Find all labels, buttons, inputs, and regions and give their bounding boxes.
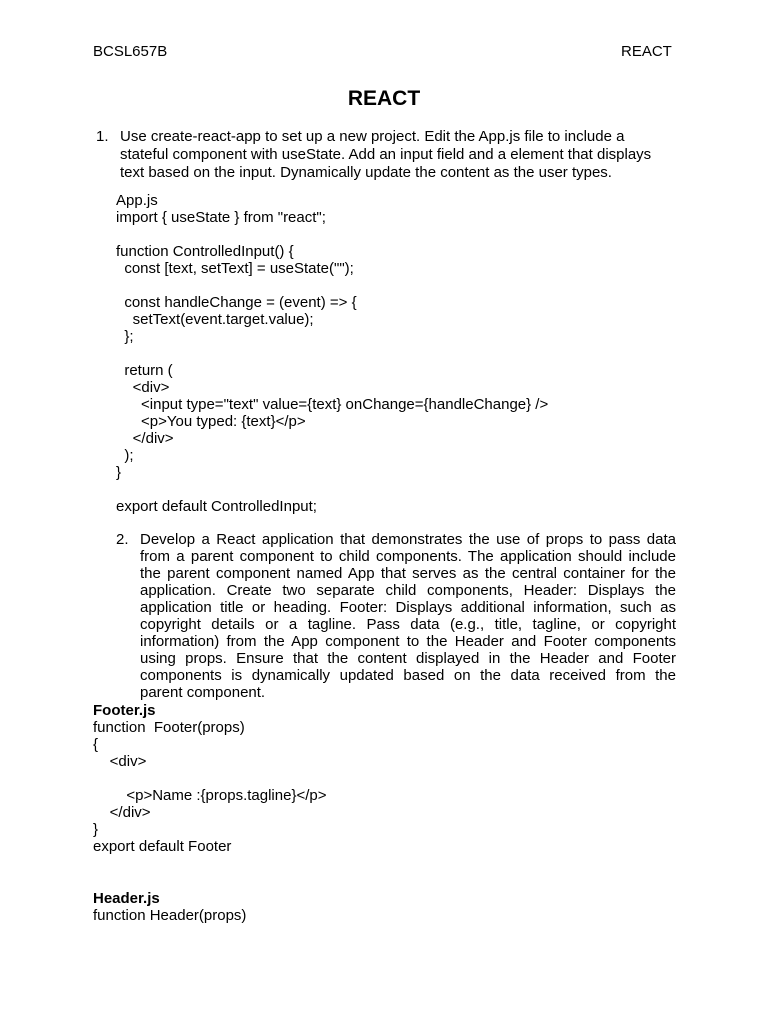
code-line: import { useState } from "react"; bbox=[116, 209, 326, 226]
code-line: }; bbox=[116, 328, 134, 345]
code-line: </div> bbox=[93, 804, 151, 821]
code-line: export default Footer bbox=[93, 838, 232, 855]
q2-line: copyright details or a tagline. Pass data (e.g., title, tagline, or copyright bbox=[140, 616, 676, 633]
code-line: function ControlledInput() { bbox=[116, 243, 294, 260]
page-title: REACT bbox=[347, 87, 421, 110]
q1-line: Use create-react-app to set up a new project. Edit the App.js file to include a bbox=[120, 128, 625, 145]
q2-line: parent component. bbox=[140, 684, 266, 701]
q2-paragraph bbox=[140, 531, 676, 701]
q2-number: 2. bbox=[116, 531, 129, 548]
code-line: <p>You typed: {text}</p> bbox=[116, 413, 306, 430]
q1-line: stateful component with useState. Add an input field and a element that displays bbox=[120, 146, 652, 163]
code-line: function Footer(props) bbox=[93, 719, 245, 736]
q2-line: from a parent component to child components. The application should include bbox=[140, 548, 676, 565]
q2-line: Develop a React application that demonstrates the use of props to pass data bbox=[140, 531, 676, 548]
code-line: const [text, setText] = useState(""); bbox=[116, 260, 354, 277]
code-line: export default ControlledInput; bbox=[116, 498, 317, 515]
q2-line: the parent component named App that serves as the central container for the bbox=[140, 565, 676, 582]
q2-line: application title or heading. Footer: Displays additional information, such as bbox=[140, 599, 676, 616]
code-line: <p>Name :{props.tagline}</p> bbox=[93, 787, 327, 804]
code-line: } bbox=[93, 821, 99, 838]
code-line: } bbox=[116, 464, 122, 481]
code-line: App.js bbox=[116, 192, 158, 209]
q2-line: components is dynamically updated based on the data received from the bbox=[140, 667, 676, 684]
code-line: ); bbox=[116, 447, 134, 464]
footer-js-heading: Footer.js bbox=[93, 702, 156, 719]
code-line: function Header(props) bbox=[93, 907, 247, 924]
code-line: return ( bbox=[116, 362, 173, 379]
code-line: <div> bbox=[93, 753, 147, 770]
code-line: <div> bbox=[116, 379, 170, 396]
code-line: { bbox=[93, 736, 99, 753]
page-header-course-code: BCSL657B bbox=[93, 43, 168, 60]
q2-line: information) from the App component to the Header and Footer components bbox=[140, 633, 676, 650]
header-js-heading: Header.js bbox=[93, 890, 160, 907]
code-line: </div> bbox=[116, 430, 174, 447]
code-line: setText(event.target.value); bbox=[116, 311, 314, 328]
q1-number: 1. bbox=[96, 128, 109, 145]
code-line: const handleChange = (event) => { bbox=[116, 294, 357, 311]
q1-line: text based on the input. Dynamically update the content as the user types. bbox=[120, 164, 612, 181]
q2-line: using props. Ensure that the content displayed in the Header and Footer bbox=[140, 650, 676, 667]
page-header-subject: REACT bbox=[621, 43, 672, 60]
code-line: <input type="text" value={text} onChange={handleChange} /> bbox=[116, 396, 549, 413]
q2-line: application. Create two separate child components, Header: Displays the bbox=[140, 582, 676, 599]
